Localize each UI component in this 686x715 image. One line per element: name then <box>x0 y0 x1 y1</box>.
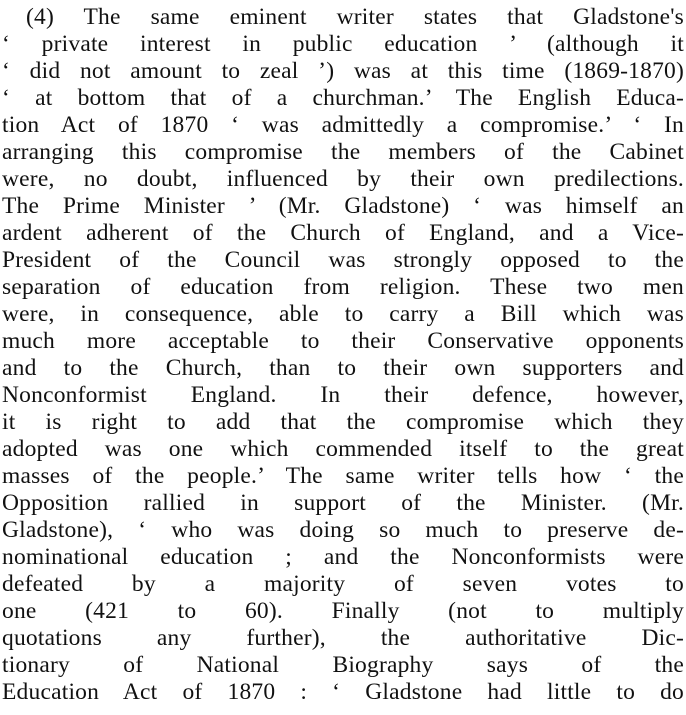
text-line-3: ‘ did not amount to zeal ’) was at this time (1869-1870) <box>2 58 684 84</box>
text-line-19: Opposition rallied in support of the Minister. (Mr. <box>2 490 684 516</box>
text-line-14: and to the Church, than to their own supporters and <box>2 355 684 381</box>
text-line-1: (4) The same eminent writer states that Gladstone's <box>26 4 684 30</box>
text-line-11: separation of education from religion. These two men <box>2 274 684 300</box>
text-line-15: Nonconformist England. In their defence, however, <box>2 382 684 408</box>
text-line-21: nominational education ; and the Nonconformists were <box>2 544 684 570</box>
text-line-18: masses of the people.’ The same writer tells how ‘ the <box>2 463 684 489</box>
text-line-8: The Prime Minister ’ (Mr. Gladstone) ‘ was himself an <box>2 193 684 219</box>
text-line-4: ‘ at bottom that of a churchman.’ The English Educa- <box>2 85 684 111</box>
text-line-5: tion Act of 1870 ‘ was admittedly a compromise.’ ‘ In <box>2 112 684 138</box>
text-line-16: it is right to add that the compromise which they <box>2 409 684 435</box>
text-line-13: much more acceptable to their Conservative opponents <box>2 328 684 354</box>
text-line-17: adopted was one which commended itself to the great <box>2 436 684 462</box>
text-line-22: defeated by a majority of seven votes to <box>2 571 684 597</box>
text-line-24: quotations any further), the authoritative Dic- <box>2 625 684 651</box>
text-line-10: President of the Council was strongly opposed to the <box>2 247 684 273</box>
text-line-26: Education Act of 1870 : ‘ Gladstone had little to do <box>2 679 684 705</box>
text-line-12: were, in consequence, able to carry a Bill which was <box>2 301 684 327</box>
text-line-7: were, no doubt, influenced by their own predilections. <box>2 166 684 192</box>
text-line-20: Gladstone), ‘ who was doing so much to preserve de- <box>2 517 684 543</box>
text-line-6: arranging this compromise the members of the Cabinet <box>2 139 684 165</box>
text-line-23: one (421 to 60). Finally (not to multiply <box>2 598 684 624</box>
text-line-25: tionary of National Biography says of the <box>2 652 684 678</box>
text-line-2: ‘ private interest in public education ’ (although it <box>2 31 684 57</box>
text-line-9: ardent adherent of the Church of England, and a Vice- <box>2 220 684 246</box>
